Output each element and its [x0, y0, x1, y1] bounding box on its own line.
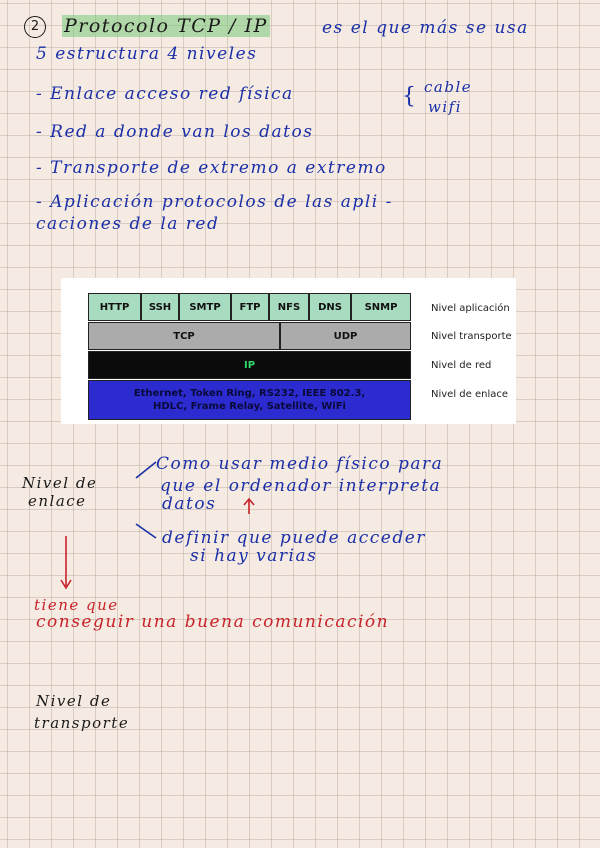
protocol-ftp: FTP: [231, 293, 269, 321]
application-layer-row: [88, 293, 411, 321]
heading-nivel-transporte-cont: transporte: [34, 714, 130, 732]
link-layer-row: [88, 380, 411, 420]
red-down-arrow-icon: [56, 534, 76, 594]
enlace-point-a-line2: que el ordenador interpreta: [160, 476, 442, 496]
item-aplicacion: - Aplicación protocolos de las apli -: [36, 192, 393, 212]
network-layer-row: [88, 351, 411, 379]
link-protocols-line2: HDLC, Frame Relay, Satellite, WiFi: [153, 401, 346, 412]
protocol-smtp: SMTP: [179, 293, 231, 321]
red-up-arrow-icon: [242, 496, 256, 516]
protocol-dns: DNS: [309, 293, 351, 321]
line-structure: 5 estructura 4 niveles: [36, 44, 258, 64]
title-rest: es el que más se usa: [322, 18, 529, 38]
link-protocols: [88, 380, 411, 420]
enlace-point-a: Como usar medio físico para: [156, 454, 444, 474]
red-note-line1: tiene que: [34, 596, 119, 614]
heading-nivel-enlace: Nivel de: [22, 474, 98, 492]
item-transporte: - Transporte de extremo a extremo: [36, 158, 387, 178]
notes-title: [62, 17, 270, 36]
section-number: 2: [24, 16, 46, 38]
protocol-stack: [88, 293, 411, 421]
protocol-ssh: SSH: [141, 293, 179, 321]
enlace-point-b: definir que puede acceder: [162, 528, 426, 548]
transport-layer-row: [88, 322, 411, 350]
protocol-ip: IP: [88, 351, 411, 379]
link-protocols-line1: Ethernet, Token Ring, RS232, IEEE 802.3,: [133, 388, 366, 399]
heading-nivel-enlace-cont: enlace: [28, 492, 87, 510]
item-red: - Red a donde van los datos: [36, 122, 314, 142]
enlace-point-b-line2: si hay varias: [190, 546, 318, 566]
title-highlight: Protocolo TCP / IP: [64, 15, 268, 37]
protocol-udp: UDP: [280, 322, 411, 350]
protocol-nfs: NFS: [269, 293, 309, 321]
heading-nivel-transporte: Nivel de: [36, 692, 112, 710]
label-link-level: Nivel de enlace: [431, 389, 509, 400]
protocol-snmp: SNMP: [351, 293, 411, 321]
enlace-option-wifi: wifi: [428, 98, 462, 116]
item-enlace: - Enlace acceso red física: [36, 84, 294, 104]
brace-icon: {: [402, 84, 416, 109]
protocol-http: HTTP: [88, 293, 141, 321]
label-transport-level: Nivel transporte: [431, 331, 512, 342]
label-application-level: Nivel aplicación: [431, 303, 510, 314]
red-note-line2: conseguir una buena comunicación: [36, 612, 390, 632]
label-network-level: Nivel de red: [431, 360, 492, 371]
tcpip-stack-diagram: [61, 278, 516, 424]
enlace-option-cable: cable: [424, 78, 473, 96]
enlace-point-a-line3: datos: [162, 494, 217, 514]
protocol-tcp: TCP: [88, 322, 280, 350]
item-aplicacion-cont: caciones de la red: [36, 214, 220, 234]
